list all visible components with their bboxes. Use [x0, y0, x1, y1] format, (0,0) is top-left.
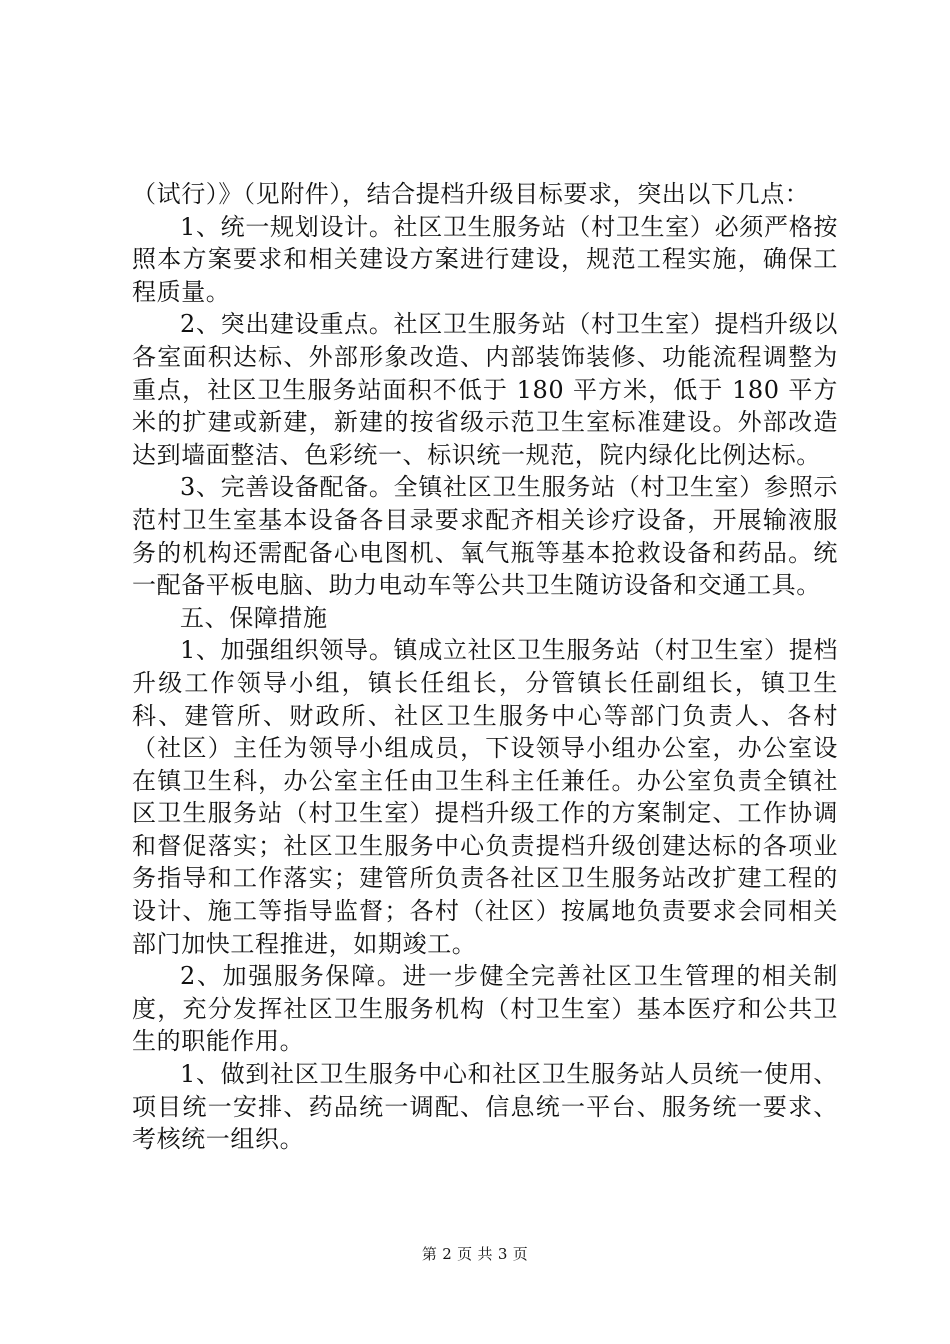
- paragraph-unified-management: 1、做到社区卫生服务中心和社区卫生服务站人员统一使用、项目统一安排、药品统一调配、信息统一平台、服务统一要求、考核统一组织。: [132, 1060, 838, 1154]
- paragraph-construction-focus: 2、突出建设重点。社区卫生服务站（村卫生室）提档升级以各室面积达标、外部形象改造、内部装饰装修、功能流程调整为重点，社区卫生服务站面积不低于 180 平方米，低于 180 平方米的扩建或新建，新建的按省级示范卫生室标准建设。外部改造达到墙面整洁、色彩统一、标识统一规范，院内绿化比例达标。: [132, 310, 838, 469]
- section-heading-safeguards: 五、保障措施: [180, 603, 328, 632]
- paragraph-continuation: （试行）》（见附件），结合提档升级目标要求，突出以下几点：: [132, 180, 810, 208]
- paragraph-unified-planning: 1、统一规划设计。社区卫生服务站（村卫生室）必须严格按照本方案要求和相关建设方案进行建设，规范工程实施，确保工程质量。: [132, 212, 838, 306]
- paragraph-equipment: 3、完善设备配备。全镇社区卫生服务站（村卫生室）参照示范村卫生室基本设备各目录要求配齐相关诊疗设备，开展输液服务的机构还需配备心电图机、氧气瓶等基本抢救设备和药品。统一配备平板电脑、助力电动车等公共卫生随访设备和交通工具。: [132, 473, 838, 600]
- paragraph-leadership: 1、加强组织领导。镇成立社区卫生服务站（村卫生室）提档升级工作领导小组，镇长任组长，分管镇长任副组长，镇卫生科、建管所、财政所、社区卫生服务中心等部门负责人、各村（社区）主任为领导小组成员，下设领导小组办公室，办公室设在镇卫生科，办公室主任由卫生科主任兼任。办公室负责全镇社区卫生服务站（村卫生室）提档升级工作的方案制定、工作协调和督促落实；社区卫生服务中心负责提档升级创建达标的各项业务指导和工作落实；建管所负责各社区卫生服务站改扩建工程的设计、施工等指导监督；各村（社区）按属地负责要求会同相关部门加快工程推进，如期竣工。: [132, 636, 838, 958]
- page-footer: 第 2 页 共 3 页: [421, 1245, 529, 1263]
- document-body: [132, 178, 838, 1156]
- paragraph-service-guarantee: 2、加强服务保障。进一步健全完善社区卫生管理的相关制度，充分发挥社区卫生服务机构（村卫生室）基本医疗和公共卫生的职能作用。: [132, 962, 838, 1056]
